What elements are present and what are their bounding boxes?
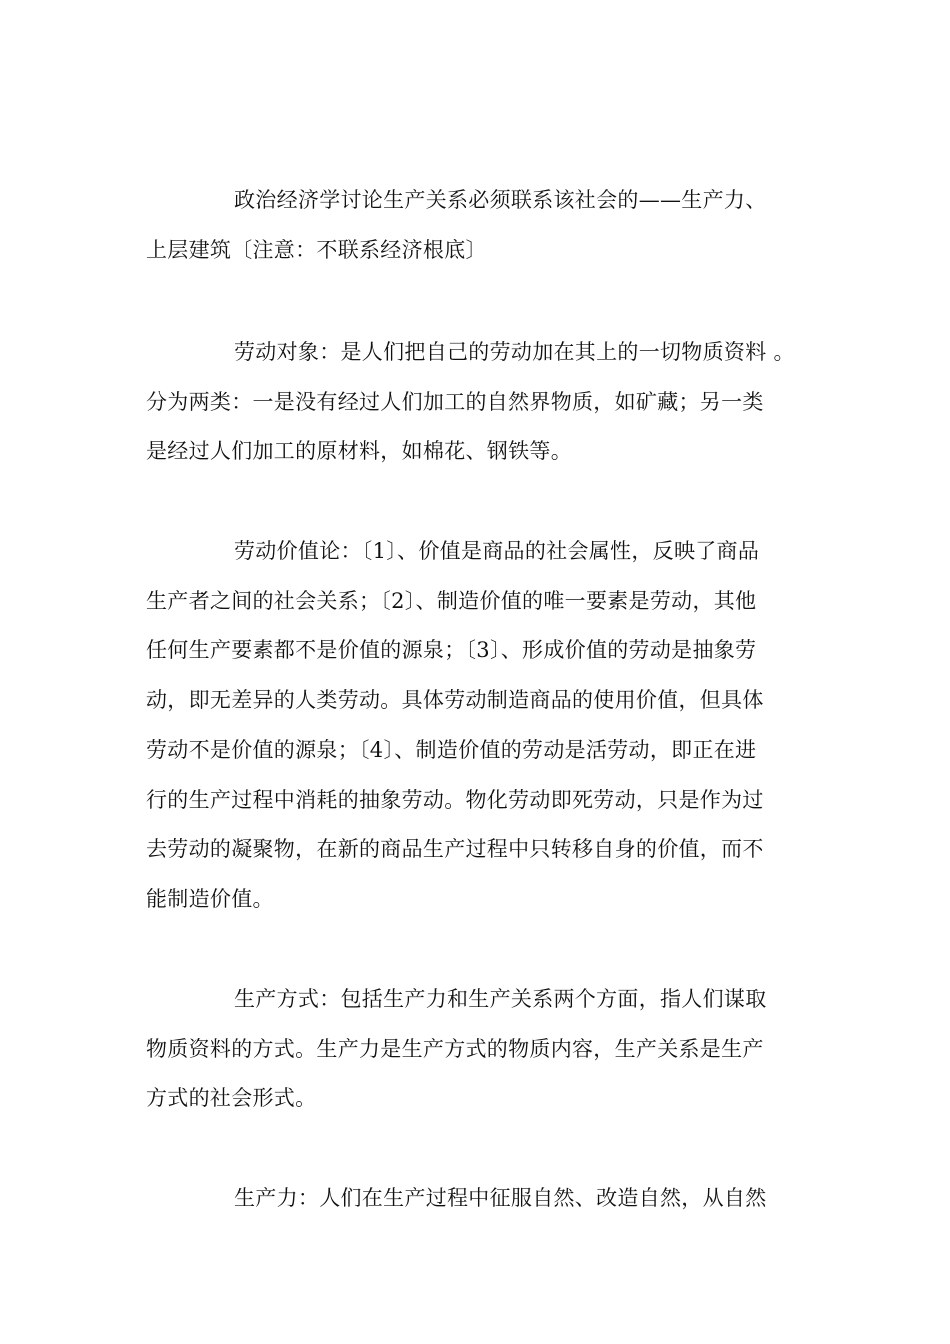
text-line: 是经过人们加工的原材料，如棉花、钢铁等。 (146, 439, 572, 463)
text-line: 劳动价值论：〔1〕、价值是商品的社会属性，反映了商品 (234, 539, 760, 563)
text-line: 去劳动的凝聚物，在新的商品生产过程中只转移自身的价值，而不 (146, 837, 764, 861)
text-line: 生产者之间的社会关系；〔2〕、制造价值的唯一要素是劳动，其他 (146, 589, 757, 613)
text-line: 方式的社会形式。 (146, 1086, 317, 1110)
text-line: 行的生产过程中消耗的抽象劳动。物化劳动即死劳动，只是作为过 (146, 788, 764, 812)
text-line: 上层建筑〔注意：不联系经济根底〕 (146, 238, 487, 262)
text-line: 生产力：人们在生产过程中征服自然、改造自然，从自然 (234, 1186, 767, 1210)
text-line: 物质资料的方式。生产力是生产方式的物质内容，生产关系是生产 (146, 1037, 764, 1061)
text-line: 任何生产要素都不是价值的源泉；〔3〕、形成价值的劳动是抽象劳 (146, 638, 757, 662)
text-line: 能制造价值。 (146, 887, 274, 911)
text-line: 劳动不是价值的源泉；〔4〕、制造价值的劳动是活劳动，即正在进 (146, 738, 757, 762)
text-line: 生产方式：包括生产力和生产关系两个方面，指人们谋取 (234, 987, 767, 1011)
text-line: 动，即无差异的人类劳动。具体劳动制造商品的使用价值，但具体 (146, 688, 764, 712)
text-line: 劳动对象：是人们把自己的劳动加在其上的一切物质资料 。 (234, 340, 795, 364)
text-line: 政治经济学讨论生产关系必须联系该社会的——生产力、 (234, 188, 767, 212)
text-line: 分为两类：一是没有经过人们加工的自然界物质，如矿藏；另一类 (146, 390, 764, 414)
